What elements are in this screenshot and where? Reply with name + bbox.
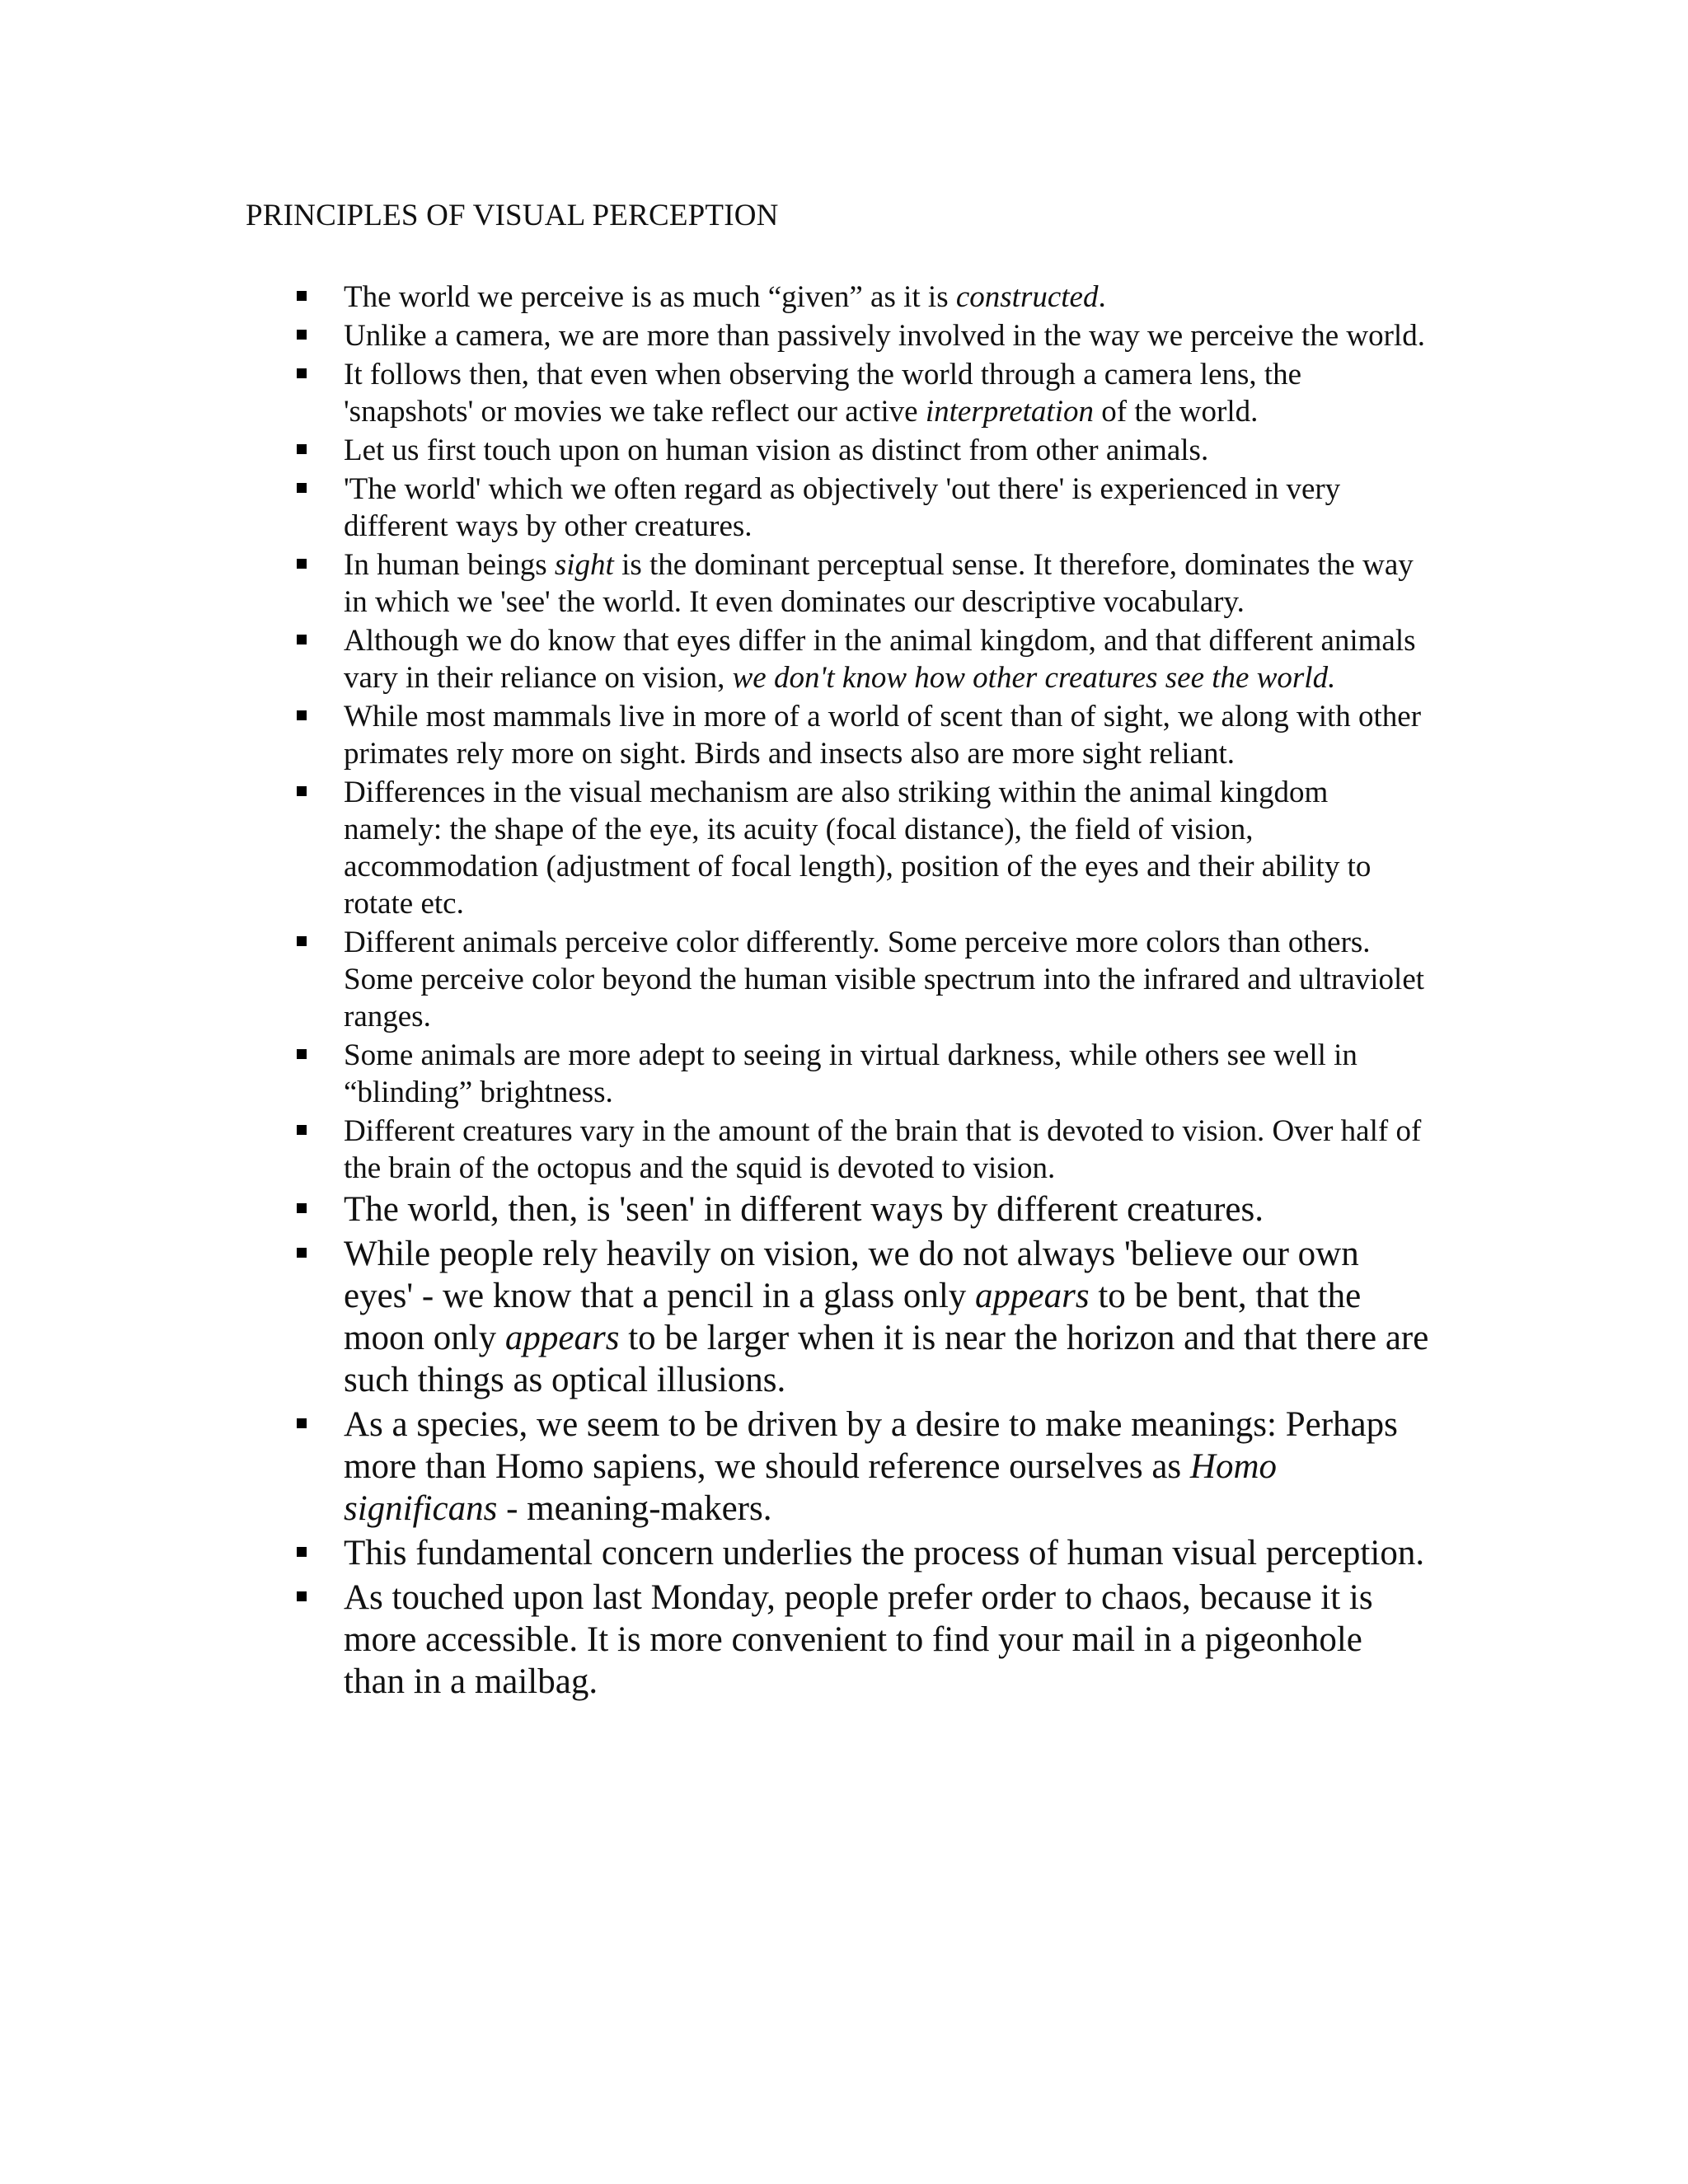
- list-item-emphasis: Homo significans: [344, 1447, 1278, 1528]
- list-item: [0, 1404, 1432, 1530]
- list-item-text: As a species, we seem to be driven by a desire to make meanings: Perhaps more than Homo sapiens, we should reference ourselves as: [344, 1405, 1398, 1486]
- list-item-text: is the dominant perceptual sense. It therefore, dominates the way in which we 'see' the world. It even dominates our descriptive vocabulary.: [344, 548, 1414, 619]
- list-item-emphasis: we don't know how other creatures see the world.: [732, 661, 1336, 695]
- list-item: [0, 1188, 1432, 1230]
- page-title: PRINCIPLES OF VISUAL PERCEPTION: [246, 199, 779, 232]
- square-bullet-icon: [297, 1418, 307, 1428]
- list-item-text: to be larger when it is near the horizon and that there are such things as optical illusions.: [344, 1319, 1429, 1399]
- list-item-text: Different creatures vary in the amount of the brain that is devoted to vision. Over half of the brain of the octopus and the squid is devoted to vision.: [344, 1114, 1422, 1185]
- list-item-text: of the world.: [1094, 395, 1259, 429]
- list-item-text: to be bent, that the moon only: [344, 1277, 1362, 1357]
- bullet-list: [0, 279, 1688, 1705]
- list-item: [0, 1577, 1432, 1703]
- list-item: [0, 1113, 1432, 1187]
- list-item-text: In human beings: [344, 548, 555, 582]
- square-bullet-icon: [297, 368, 307, 378]
- list-item: [0, 1037, 1432, 1111]
- square-bullet-icon: [297, 635, 307, 644]
- list-item: [0, 698, 1432, 772]
- list-item: [0, 279, 1432, 316]
- list-item: [0, 317, 1432, 354]
- list-item-text: 'The world' which we often regard as objectively 'out there' is experienced in very different ways by other creatures.: [344, 472, 1341, 543]
- list-item-text: Differences in the visual mechanism are also striking within the animal kingdom namely: the shape of the eye, its acuity (focal distance), the field of vision, accommodation (adjustment of focal length), position of the eyes and their ability to rotate etc.: [344, 776, 1372, 921]
- square-bullet-icon: [297, 559, 307, 569]
- list-item-text: As touched upon last Monday, people prefer order to chaos, because it is more accessible. It is more convenient to find your mail in a pigeonhole than in a mailbag.: [344, 1578, 1373, 1701]
- list-item-text: The world, then, is 'seen' in different ways by different creatures.: [344, 1190, 1264, 1229]
- square-bullet-icon: [297, 936, 307, 946]
- list-item: [0, 356, 1432, 430]
- square-bullet-icon: [297, 444, 307, 454]
- list-item-emphasis: sight: [554, 548, 614, 582]
- square-bullet-icon: [297, 483, 307, 493]
- list-item-text: Unlike a camera, we are more than passively involved in the way we perceive the world.: [344, 319, 1425, 353]
- square-bullet-icon: [297, 291, 307, 301]
- list-item-text: Let us first touch upon on human vision as distinct from other animals.: [344, 434, 1209, 467]
- square-bullet-icon: [297, 1547, 307, 1557]
- list-item-text: This fundamental concern underlies the process of human visual perception.: [344, 1534, 1425, 1572]
- list-item-text: While people rely heavily on vision, we do not always 'believe our own eyes' - we know that a pencil in a glass only: [344, 1235, 1359, 1315]
- list-item-emphasis: interpretation: [925, 395, 1094, 429]
- list-item-emphasis: appears: [975, 1277, 1090, 1315]
- list-item-emphasis: constructed: [955, 280, 1099, 314]
- square-bullet-icon: [297, 1248, 307, 1258]
- list-item-text: While most mammals live in more of a world of scent than of sight, we along with other primates rely more on sight. Birds and insects also are more sight reliant.: [344, 700, 1422, 771]
- list-item: [0, 774, 1432, 922]
- list-item-text: It follows then, that even when observing the world through a camera lens, the 'snapshots' or movies we take reflect our active: [344, 358, 1302, 429]
- list-item: [0, 924, 1432, 1035]
- square-bullet-icon: [297, 1203, 307, 1213]
- list-item-text: Different animals perceive color differently. Some perceive more colors than others. Some perceive color beyond the human visible spectrum into the infrared and ultraviolet ranges.: [344, 926, 1425, 1033]
- list-item: [0, 432, 1432, 469]
- list-item-text: .: [1098, 280, 1106, 314]
- list-item: [0, 1532, 1432, 1574]
- list-item-text: Some animals are more adept to seeing in virtual darkness, while others see well in “blinding” brightness.: [344, 1038, 1357, 1109]
- list-item-text: The world we perceive is as much “given” as it is: [344, 280, 956, 314]
- list-item-text: Although we do know that eyes differ in the animal kingdom, and that different animals vary in their reliance on vision,: [344, 624, 1416, 695]
- list-item: [0, 1233, 1432, 1401]
- list-item-text: - meaning-makers.: [497, 1489, 772, 1528]
- square-bullet-icon: [297, 786, 307, 796]
- square-bullet-icon: [297, 1125, 307, 1135]
- square-bullet-icon: [297, 1591, 307, 1601]
- square-bullet-icon: [297, 710, 307, 720]
- list-item-emphasis: appears: [504, 1319, 620, 1357]
- list-item: [0, 471, 1432, 545]
- list-item: [0, 546, 1432, 621]
- square-bullet-icon: [297, 1049, 307, 1059]
- list-item: [0, 622, 1432, 696]
- square-bullet-icon: [297, 330, 307, 340]
